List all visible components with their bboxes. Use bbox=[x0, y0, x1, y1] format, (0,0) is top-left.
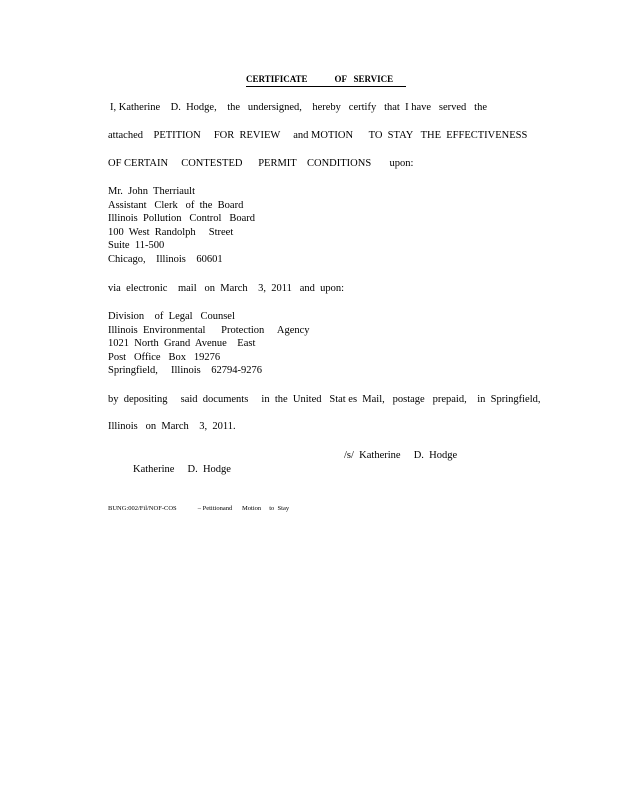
title-underline bbox=[246, 86, 406, 87]
document-title: CERTIFICATE OF SERVICE bbox=[246, 74, 405, 84]
address-line: Mr. John Therriault bbox=[108, 186, 196, 197]
address-line: 1021 North Grand Avenue East bbox=[108, 338, 256, 350]
address-line: Suite 11-500 bbox=[108, 240, 165, 252]
address-line: Illinois Pollution Control Board bbox=[108, 213, 256, 225]
deposit-line-2: Illinois on March 3, 2011. bbox=[108, 421, 236, 432]
certify-line-1: I, Katherine D. Hodge, the undersigned, hereby certify that I have served the bbox=[110, 102, 488, 113]
address-line: 100 West Randolph Street bbox=[108, 226, 234, 238]
address-line: Springfield, Illinois 62794-9276 bbox=[108, 365, 262, 377]
address-line: Chicago, Illinois 60601 bbox=[108, 253, 223, 265]
certify-line-3: OF CERTAIN CONTESTED PERMIT CONDITIONS upon: bbox=[108, 158, 414, 169]
via-electronic-mail-line: via electronic mail on March 3, 2011 and upon: bbox=[108, 283, 345, 294]
address-line: Post Office Box 19276 bbox=[108, 351, 221, 363]
certify-line-2: attached PETITION FOR REVIEW and MOTION TO STAY THE EFFECTIVENESS bbox=[108, 130, 528, 141]
recipient-address-2 bbox=[108, 310, 310, 378]
recipient-address-1 bbox=[108, 185, 255, 267]
signer-name: Katherine D. Hodge bbox=[133, 464, 231, 475]
address-line: Division of Legal Counsel bbox=[108, 311, 235, 322]
electronic-signature: /s/ Katherine D. Hodge bbox=[344, 450, 458, 461]
address-line: Assistant Clerk of the Board bbox=[108, 199, 244, 211]
document-footer-reference: BUNG:002/Fil/NOF-COS – Petitionand Motion to Stay bbox=[108, 505, 290, 512]
deposit-line-1: by depositing said documents in the United Stat es Mail, postage prepaid, in Springfield, bbox=[108, 394, 541, 405]
address-line: Illinois Environmental Protection Agency bbox=[108, 324, 310, 336]
